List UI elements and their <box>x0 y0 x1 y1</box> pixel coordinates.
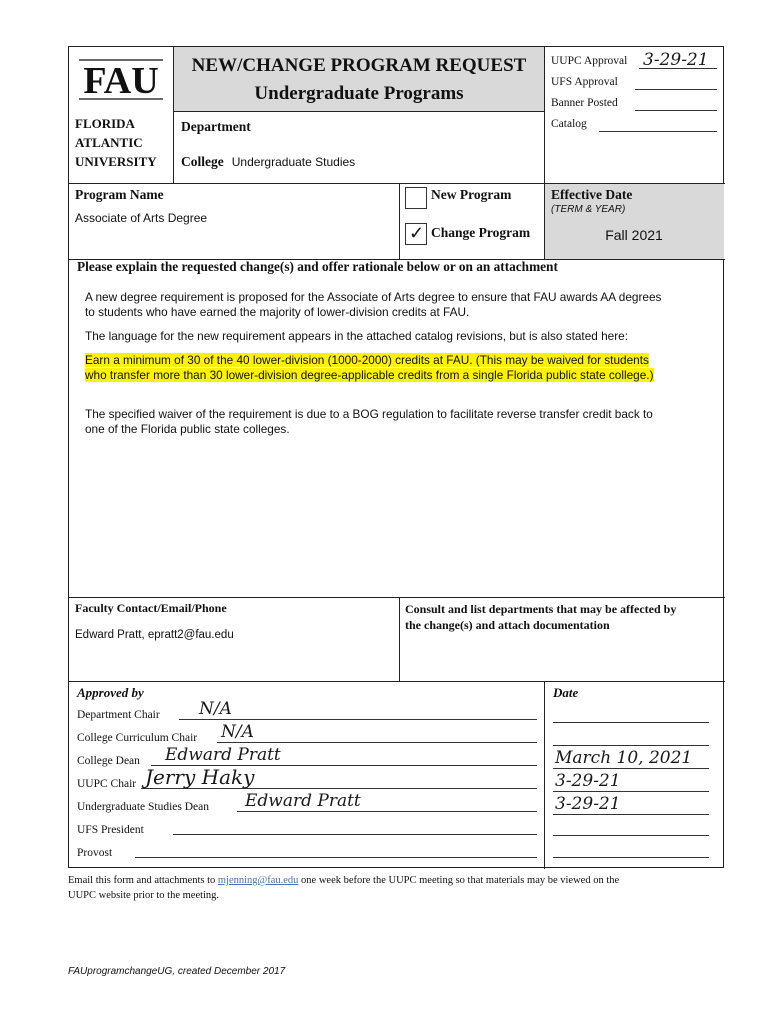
explanation-para1-line2: to students who have earned the majority of lower-division credits at FAU. <box>85 305 470 319</box>
new-program-checkbox[interactable] <box>405 187 427 209</box>
faculty-contact-label: Faculty Contact/Email/Phone <box>75 601 227 615</box>
university-name: FLORIDA ATLANTIC UNIVERSITY <box>75 116 157 169</box>
title-block <box>174 55 544 105</box>
ufs-president-signature-line[interactable] <box>173 834 537 835</box>
fau-logo <box>75 55 167 171</box>
college-curriculum-chair-signature-line[interactable] <box>217 742 537 743</box>
form-identifier: FAUprogramchangeUG, created December 2017 <box>68 966 286 977</box>
fau-logo-mark <box>75 55 167 103</box>
explanation-para3-line2: one of the Florida public state colleges. <box>85 422 290 436</box>
provost-date-line[interactable] <box>553 857 709 858</box>
approvals-box <box>551 50 721 139</box>
department-chair-date-line[interactable] <box>553 722 709 723</box>
undergraduate-studies-dean-signature-line[interactable] <box>237 811 537 812</box>
date-heading: Date <box>553 685 579 700</box>
ufs-president-label: UFS President <box>77 824 144 836</box>
ufs-president-date-line[interactable] <box>553 835 709 836</box>
banner-posted-label: Banner Posted <box>551 97 618 109</box>
college-dean-date-line[interactable] <box>553 768 709 769</box>
effective-date-value: Fall 2021 <box>605 227 663 243</box>
college-dean-date: March 10, 2021 <box>555 748 693 768</box>
provost-signature-line[interactable] <box>135 857 537 858</box>
form-subtitle: Undergraduate Programs <box>254 83 464 104</box>
department-label: Department <box>181 119 251 134</box>
program-name-value: Associate of Arts Degree <box>75 211 208 225</box>
change-program-checkbox[interactable] <box>405 223 427 245</box>
provost-label: Provost <box>77 847 113 859</box>
explanation-body <box>85 290 715 437</box>
requirement-highlight-line2: who transfer more than 30 lower-division degree-applicable credits from a single Florida public state college.) <box>85 368 654 382</box>
form-frame <box>68 46 724 868</box>
undergraduate-studies-dean-date: 3-29-21 <box>555 794 621 814</box>
uupc-chair-date-line[interactable] <box>553 791 709 792</box>
faculty-contact-value: Edward Pratt, epratt2@fau.edu <box>75 629 234 641</box>
consult-departments-label: Consult and list departments that may be affected by the change(s) and attach documentation <box>405 602 677 632</box>
submission-note: Email this form and attachments to mjenning@fau.edu one week before the UUPC meeting so that materials may be viewed on the UUPC website prior to the meeting. <box>68 875 620 901</box>
college-curriculum-chair-date-line[interactable] <box>553 745 709 746</box>
checkmark-icon: ✓ <box>409 223 425 243</box>
catalog-label: Catalog <box>551 118 587 130</box>
uupc-chair-label: UUPC Chair <box>77 778 137 790</box>
ufs-approval-label: UFS Approval <box>551 76 618 88</box>
explanation-para2: The language for the new requirement appears in the attached catalog revisions, but is also stated here: <box>85 329 628 343</box>
term-year-hint: (TERM & YEAR) <box>551 204 626 215</box>
department-chair-label: Department Chair <box>77 709 160 721</box>
uupc-chair-signature: Jerry Haky <box>145 765 255 789</box>
college-label: College <box>181 154 224 169</box>
uupc-approval-label: UUPC Approval <box>551 55 628 67</box>
explanation-heading: Please explain the requested change(s) and offer rationale below or on an attachment <box>77 259 558 274</box>
submission-email-link[interactable]: mjenning@fau.edu <box>217 875 299 886</box>
college-curriculum-chair-label: College Curriculum Chair <box>77 732 198 744</box>
change-program-label: Change Program <box>431 225 531 240</box>
svg-text:FAU: FAU <box>83 60 159 102</box>
requirement-highlight-line1: Earn a minimum of 30 of the 40 lower-division (1000-2000) credits at FAU. (This may be waived for students <box>85 353 649 367</box>
undergraduate-studies-dean-label: Undergraduate Studies Dean <box>77 801 209 813</box>
undergraduate-studies-dean-signature: Edward Pratt <box>245 791 361 811</box>
approved-by-heading: Approved by <box>77 685 144 700</box>
department-chair-signature: N/A <box>199 699 232 719</box>
program-name-label: Program Name <box>75 187 164 202</box>
explanation-para3-line1: The specified waiver of the requirement is due to a BOG regulation to facilitate reverse transfer credit back to <box>85 407 653 421</box>
college-value: Undergraduate Studies <box>231 155 356 169</box>
undergraduate-studies-dean-date-line[interactable] <box>553 814 709 815</box>
college-dean-label: College Dean <box>77 755 140 767</box>
college-curriculum-chair-signature: N/A <box>221 722 254 742</box>
effective-date-label: Effective Date <box>551 187 633 202</box>
college-dean-signature: Edward Pratt <box>165 745 281 765</box>
department-chair-signature-line[interactable] <box>179 719 537 720</box>
uupc-approval-date: 3-29-21 <box>643 50 709 70</box>
new-program-label: New Program <box>431 187 512 202</box>
uupc-chair-date: 3-29-21 <box>555 771 621 791</box>
college-row <box>181 153 355 171</box>
explanation-para1-line1: A new degree requirement is proposed for the Associate of Arts degree to ensure that FAU awards AA degrees <box>85 290 662 304</box>
form-title: NEW/CHANGE PROGRAM REQUEST <box>191 55 527 76</box>
